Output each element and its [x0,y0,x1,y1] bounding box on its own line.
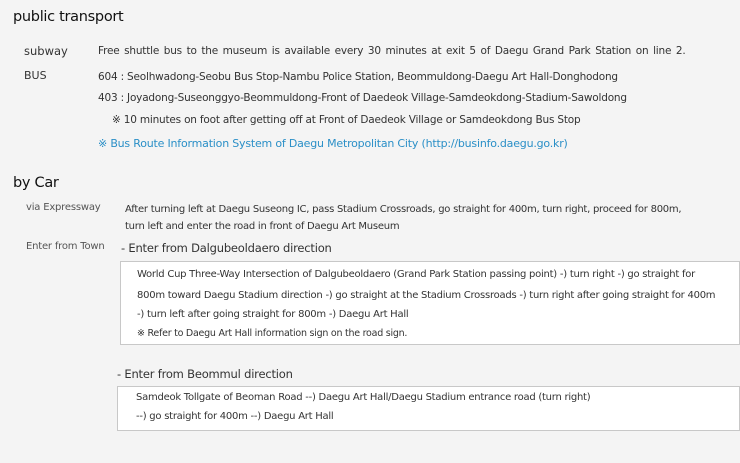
expressway-line-2: turn left and enter the road in front of Daegu Art Museum [125,221,400,232]
dalgubeoldaero-line-3: -) turn left after going straight for 800m -) Daegu Art Hall [137,309,409,320]
bus-info-link[interactable]: ※ Bus Route Information System of Daegu Metropolitan City (http://businfo.daegu.go.kr) [98,137,568,150]
dalgubeoldaero-direction-title: - Enter from Dalgubeoldaero direction [121,241,332,255]
dalgubeoldaero-line-1: World Cup Three-Way Intersection of Dalgubeoldaero (Grand Park Station passing point) -) turn right -) go straight for [137,269,695,280]
dalgubeoldaero-directions-box [120,261,740,345]
bus-label: BUS [24,69,47,82]
beommul-direction-title: - Enter from Beommul direction [117,367,293,381]
expressway-line-1: After turning left at Daegu Suseong IC, pass Stadium Crossroads, go straight for 400m, turn right, proceed for 800m, [125,204,682,215]
beommul-line-2: --) go straight for 400m --) Daegu Art Hall [136,411,334,422]
bus-403-route: 403 : Joyadong-Suseonggyo-Beommuldong-Front of Daedeok Village-Samdeokdong-Stadium-Sawoldong [98,92,627,104]
beommul-line-1: Samdeok Tollgate of Beoman Road --) Daegu Art Hall/Daegu Stadium entrance road (turn right) [136,392,591,403]
bus-604-route: 604 : Seolhwadong-Seobu Bus Stop-Nambu Police Station, Beommuldong-Daegu Art Hall-Donghodong [98,71,618,83]
by-car-heading: by Car [13,175,59,191]
subway-label: subway [24,44,68,58]
subway-text: Free shuttle bus to the museum is available every 30 minutes at exit 5 of Daegu Grand Park Station on line 2. [98,45,686,57]
beommul-directions-box [117,386,740,431]
expressway-label: via Expressway [26,202,101,213]
road-sign-note: ※ Refer to Daegu Art Hall information sign on the road sign. [137,328,408,339]
public-transport-heading: public transport [13,9,124,25]
dalgubeoldaero-line-2: 800m toward Daegu Stadium direction -) go straight at the Stadium Crossroads -) turn right after going straight for 400m [137,290,716,301]
bus-walk-note: ※ 10 minutes on foot after getting off at Front of Daedeok Village or Samdeokdong Bus Stop [112,114,581,126]
town-label: Enter from Town [26,241,105,252]
